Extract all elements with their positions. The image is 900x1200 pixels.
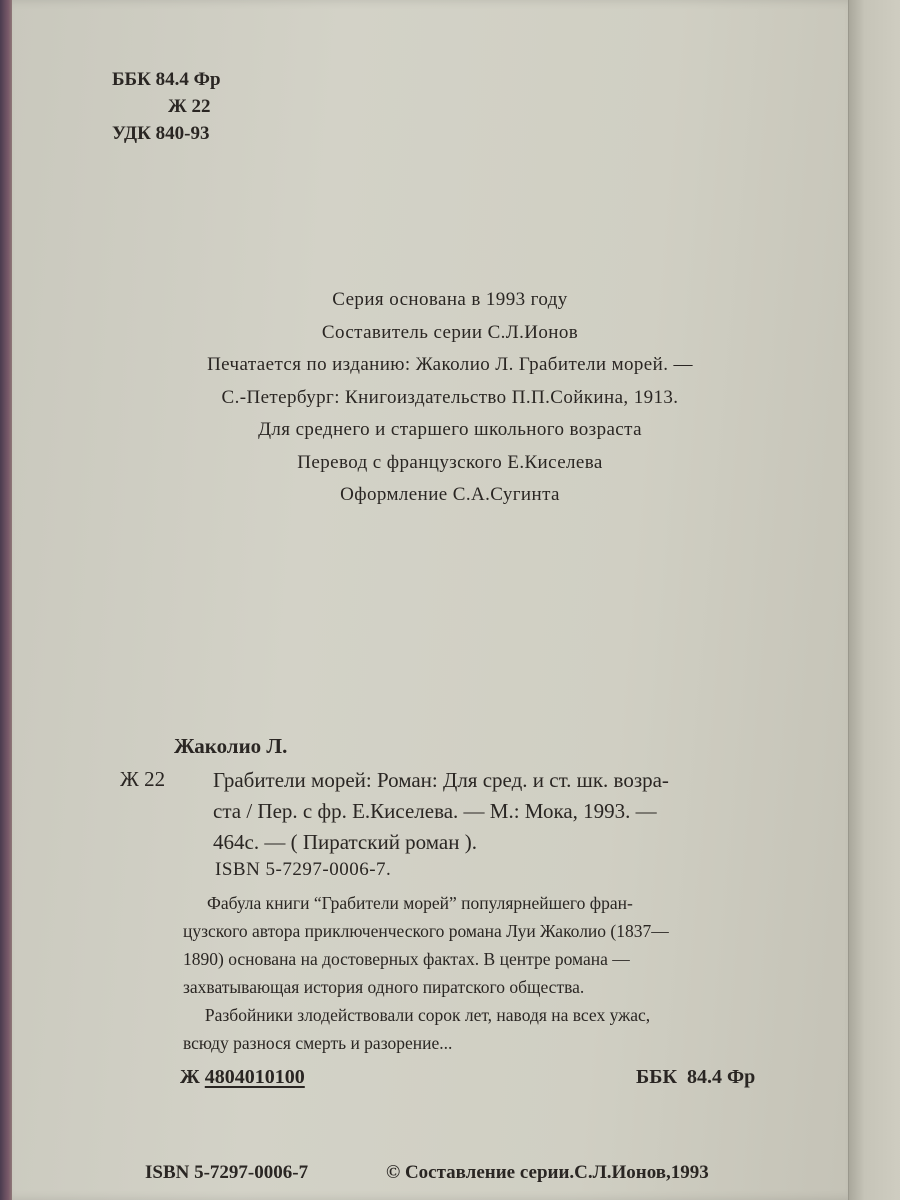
design-credit-line: Оформление С.А.Сугинта [340,484,560,505]
z-number: 4804010100 [204,1066,305,1088]
z-prefix: Ж [180,1066,200,1088]
z-code [180,1066,305,1089]
catalog-line: Грабители морей: Роман: Для сред. и ст. шк. возра- [213,768,669,792]
adjacent-page-edge [848,0,900,1200]
catalog-description [213,765,773,858]
annotation-line: Фабула книги “Грабители морей” популярнейшего фран- [207,893,633,913]
series-founded-line: Серия основана в 1993 году [332,289,568,310]
annotation [183,889,773,1057]
annotation-line: 1890) основана на достоверных фактах. В центре романа — [183,949,630,969]
source-edition-line: Печатается по изданию: Жаколио Л. Грабители морей. — [207,354,693,375]
catalog-author: Жаколио Л. [174,734,288,758]
catalog-line: ста / Пер. с фр. Е.Киселева. — М.: Мока, 1993. — [213,799,657,823]
classification-codes [112,66,221,147]
publication-info [100,284,800,512]
author-mark: Ж 22 [168,96,211,117]
catalog-line: 464с. — ( Пиратский роман ). [213,830,477,854]
source-publisher-line: С.-Петербург: Книгоиздательство П.П.Сойкина, 1913. [221,386,679,408]
age-group-line: Для среднего и старшего школьного возраста [258,419,642,440]
footer-isbn: ISBN 5-7297-0006-7 [145,1162,309,1183]
translator-line: Перевод с французского Е.Киселева [297,451,603,473]
catalog-code: Ж 22 [120,767,166,791]
copyright-line: © Составление серии.С.Л.Ионов,1993 [386,1162,709,1183]
catalog-isbn: ISBN 5-7297-0006-7. [215,859,392,880]
bbk-code: ББК 84.4 Фр [112,69,221,90]
annotation-line: захватывающая история одного пиратского общества. [183,977,585,997]
annotation-line: всюду разнося смерть и разорение... [183,1033,453,1053]
series-compiler-line: Составитель серии С.Л.Ионов [321,321,579,343]
udk-code: УДК 840-93 [112,123,210,144]
annotation-line: Разбойники злодействовали сорок лет, наводя на всех ужас, [183,1005,651,1025]
footer-bbk: ББК 84.4 Фр [636,1066,756,1088]
annotation-line: цузского автора приключенческого романа Луи Жаколио (1837— [183,921,669,941]
